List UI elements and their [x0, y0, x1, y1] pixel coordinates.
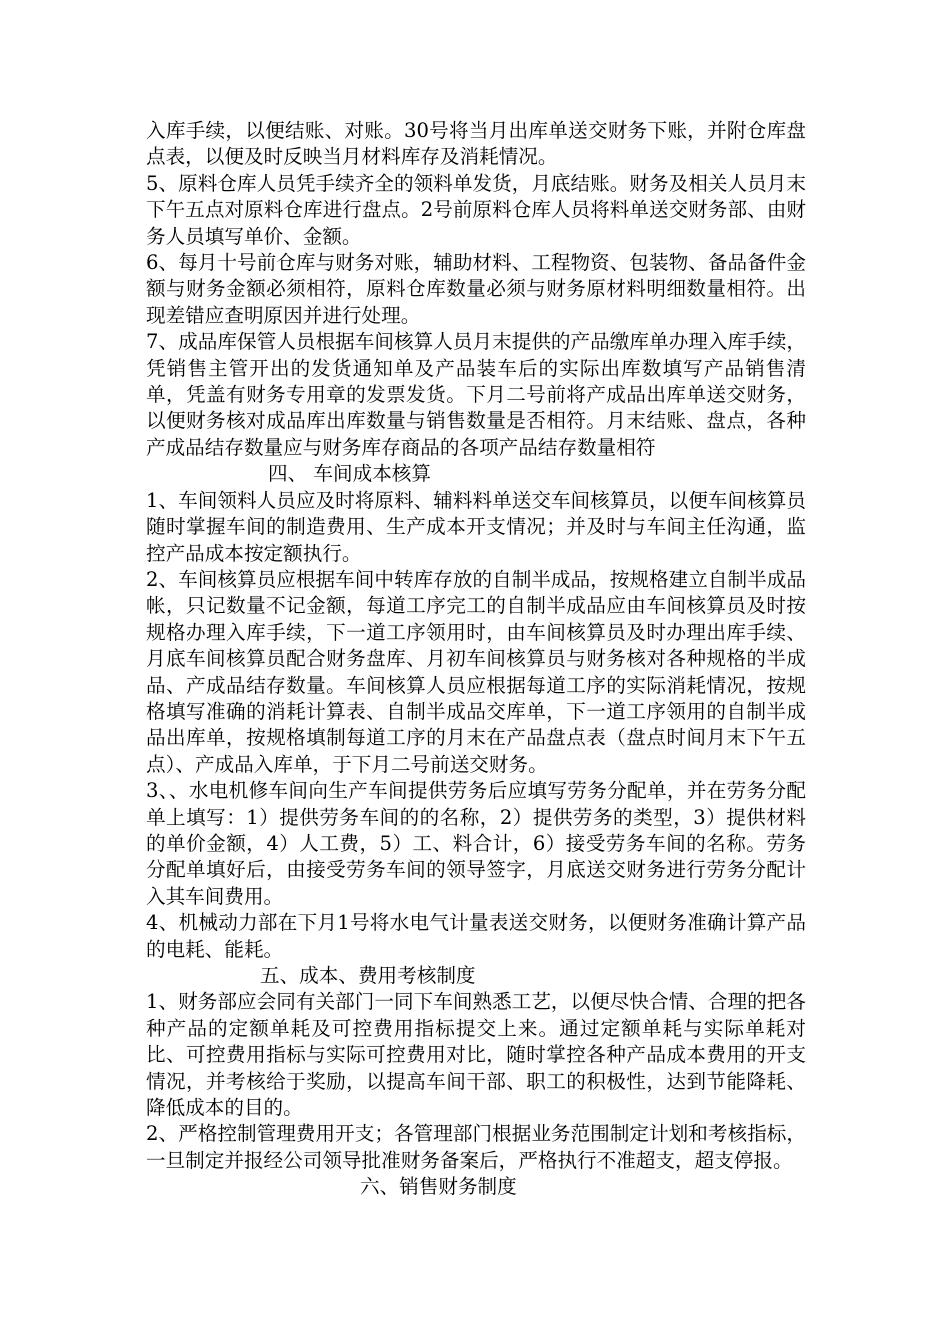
paragraph-item-7-finished-goods: 7、成品库保管人员根据车间核算人员月末提供的产品缴库单办理入库手续，凭销售主管开出的发货通知单及产品装车后的实际出库数填写产品销售清单，凭盖有财务专用章的发票发货。下月二号前将产成品出库单送交财务，以便财务核对成品库出库数量与销售数量是否相符。月末结账、盘点，各种产成品结存数量应与财务库存商品的各项产品结存数量相符	[146, 330, 806, 459]
paragraph-item-6-reconciliation: 6、每月十号前仓库与财务对账，辅助材料、工程物资、包装物、备品备件金额与财务金额必须相符，原料仓库数量必须与财务原材料明细数量相符。出现差错应查明原因并进行处理。	[146, 251, 806, 327]
paragraph-cost-item-1: 1、财务部应会同有关部门一同下车间熟悉工艺，以便尽快合情、合理的把各种产品的定额单耗及可控费用指标提交上来。通过定额单耗与实际单耗对比、可控费用指标与实际可控费用对比，随时掌控各种产品成本费用的开支情况，并考核给于奖励，以提高车间干部、职工的积极性，达到节能降耗、降低成本的目的。	[146, 990, 806, 1120]
paragraph-workshop-item-4: 4、机械动力部在下月1号将水电气计量表送交财务，以便财务准确计算产品的电耗、能耗。	[146, 911, 806, 961]
section-heading-5: 五、成本、费用考核制度	[260, 964, 476, 987]
section-heading-6: 六、销售财务制度	[360, 1175, 517, 1199]
paragraph-workshop-item-2: 2、车间核算员应根据车间中转库存放的自制半成品，按规格建立自制半成品帐，只记数量不记金额，每道工序完工的自制半成品应由车间核算员及时按规格办理入库手续，下一道工序领用时，由车间核算员及时办理出库手续、月底车间核算员配合财务盘库、月初车间核算员与财务核对各种规格的半成品、产成品结存数量。车间核算人员应根据每道工序的实际消耗情况，按规格填写准确的消耗计算表、自制半成品交库单，下一道工序领用的自制半成品出库单，按规格填制每道工序的月末在产品盘点表（盘点时间月末下午五点）、产成品入库单，于下月二号前送交财务。	[146, 567, 806, 776]
paragraph-warehouse-continued: 入库手续，以便结账、对账。30号将当月出库单送交财务下账，并附仓库盘点表，以便及时反映当月材料库存及消耗情况。	[146, 119, 806, 169]
paragraph-cost-item-2: 2、严格控制管理费用开支；各管理部门根据业务范围制定计划和考核指标，一旦制定并报经公司领导批准财务备案后，严格执行不准超支，超支停报。	[146, 1122, 806, 1172]
document-page	[146, 118, 806, 1201]
paragraph-workshop-item-3: 3、、水电机修车间向生产车间提供劳务后应填写劳务分配单，并在劳务分配单上填写：1）提供劳务车间的的名称，2）提供劳务的类型，3）提供材料的单价金额，4）人工费，5）工、料合计，6）接受劳务车间的名称。劳务分配单填好后，由接受劳务车间的领导签字，月底送交财务进行劳务分配计入其车间费用。	[146, 779, 806, 908]
section-heading-4: 四、 车间成本核算	[268, 462, 431, 486]
paragraph-workshop-item-1: 1、车间领料人员应及时将原料、辅料料单送交车间核算员，以便车间核算员随时掌握车间的制造费用、生产成本开支情况；并及时与车间主任沟通，监控产品成本按定额执行。	[146, 488, 806, 565]
paragraph-item-5-raw-material: 5、原料仓库人员凭手续齐全的领料单发货，月底结账。财务及相关人员月末下午五点对原料仓库进行盘点。2号前原料仓库人员将料单送交财务部、由财务人员填写单价、金额。	[146, 171, 806, 248]
